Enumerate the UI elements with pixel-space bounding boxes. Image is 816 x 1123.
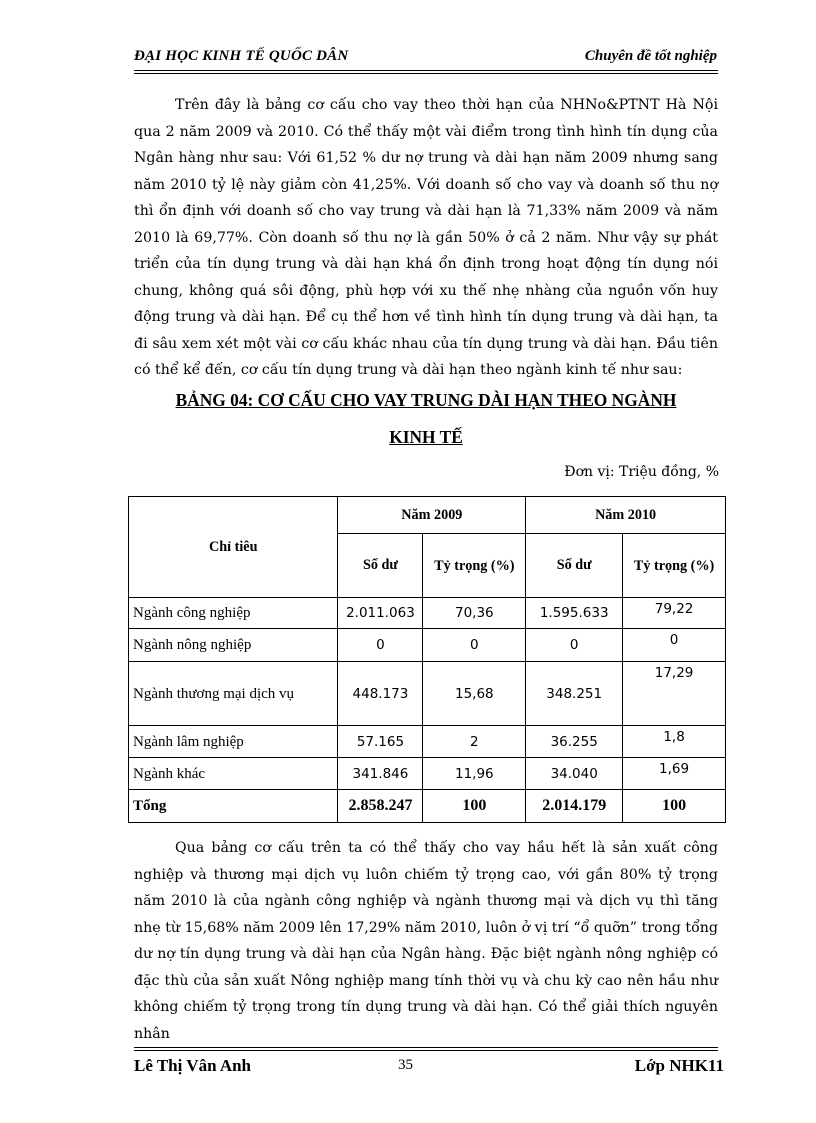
share-2009: 100 <box>423 790 526 823</box>
row-label: Ngành khác <box>129 758 338 790</box>
header-share-2009: Tỷ trọng (%) <box>423 534 526 598</box>
row-label: Ngành lâm nghiệp <box>129 726 338 758</box>
balance-2010: 36.255 <box>526 726 623 758</box>
table-total-row <box>129 790 726 823</box>
header-year-2009: Năm 2009 <box>338 497 526 534</box>
balance-2009: 2.858.247 <box>338 790 423 823</box>
share-2009: 0 <box>423 629 526 662</box>
table-row <box>129 662 726 726</box>
row-label: Tổng <box>129 790 338 823</box>
balance-2009: 0 <box>338 629 423 662</box>
table-row <box>129 598 726 629</box>
table-title-continued: KINH TẾ <box>389 427 463 447</box>
footer-rule-thin <box>134 1047 718 1048</box>
table-row <box>129 726 726 758</box>
balance-2009: 448.173 <box>338 662 423 726</box>
body-paragraph-2: Qua bảng cơ cấu trên ta có thể thấy cho vay hầu hết là sản xuất công nghiệp và thương mại dịch vụ luôn chiếm tỷ trọng cao, với gần 80% tỷ trọng năm 2010 là của ngành công nghiệp và ngành thương mại và dịch vụ thì tăng nhẹ từ 15,68% năm 2009 lên 17,29% năm 2010, luôn ở vị trí “ổ quỡn” trong tổng dư nợ tín dụng trung và dài hạn của Ngân hàng. Đặc biệt ngành nông nghiệp có đặc thù của sản xuất Nông nghiệp mang tính thời vụ và chu kỳ cao nên hầu như không chiếm tỷ trọng trong tín dụng trung và dài hạn. Có thể giải thích nguyên nhân <box>134 840 718 1042</box>
balance-2009: 2.011.063 <box>338 598 423 629</box>
balance-2009: 341.846 <box>338 758 423 790</box>
header-document-type: Chuyên đề tốt nghiệp <box>584 48 717 64</box>
share-2010: 100 <box>623 790 726 823</box>
share-2010: 1,8 <box>623 726 726 758</box>
header-balance-2010: Số dư <box>526 534 623 598</box>
page-number: 35 <box>398 1057 413 1073</box>
row-label: Ngành thương mại dịch vụ <box>129 662 338 726</box>
header-share-2010: Tỷ trọng (%) <box>623 534 726 598</box>
share-2009: 15,68 <box>423 662 526 726</box>
row-label: Ngành công nghiệp <box>129 598 338 629</box>
footer-rule <box>134 1050 718 1051</box>
loan-structure-table <box>128 496 726 823</box>
balance-2010: 1.595.633 <box>526 598 623 629</box>
footer-author: Lê Thị Vân Anh <box>134 1056 252 1075</box>
footer-class: Lớp NHK11 <box>634 1056 724 1075</box>
share-2009: 70,36 <box>423 598 526 629</box>
table-row <box>129 758 726 790</box>
table-unit-note: Đơn vị: Triệu đồng, % <box>564 464 719 480</box>
header-year-2010: Năm 2010 <box>526 497 726 534</box>
row-label: Ngành nông nghiệp <box>129 629 338 662</box>
share-2010: 0 <box>623 629 726 662</box>
share-2010: 17,29 <box>623 662 726 726</box>
share-2009: 2 <box>423 726 526 758</box>
balance-2009: 57.165 <box>338 726 423 758</box>
share-2010: 79,22 <box>623 598 726 629</box>
table-title: BẢNG 04: CƠ CẤU CHO VAY TRUNG DÀI HẠN THEO NGÀNH <box>175 390 677 410</box>
header-university: ĐẠI HỌC KINH TẾ QUỐC DÂN <box>134 48 349 64</box>
header-indicator: Chỉ tiêu <box>129 497 338 598</box>
table-row <box>129 629 726 662</box>
balance-2010: 2.014.179 <box>526 790 623 823</box>
header-rule <box>134 70 718 71</box>
share-2010: 1,69 <box>623 758 726 790</box>
balance-2010: 348.251 <box>526 662 623 726</box>
header-balance-2009: Số dư <box>338 534 423 598</box>
share-2009: 11,96 <box>423 758 526 790</box>
header-rule-thin <box>134 73 718 74</box>
body-paragraph-1: Trên đây là bảng cơ cấu cho vay theo thời hạn của NHNo&PTNT Hà Nội qua 2 năm 2009 và 2010. Có thể thấy một vài điểm trong tình hình tín dụng của Ngân hàng như sau: Với 61,52 % dư nợ trung và dài hạn năm 2009 nhưng sang năm 2010 tỷ lệ này giảm còn 41,25%. Với doanh số cho vay và doanh số thu nợ thì ổn định với doanh số cho vay trung và dài hạn là 71,33% năm 2009 và năm 2010 là 69,77%. Còn doanh số thu nợ là gần 50% ở cả 2 năm. Như vậy sự phát triển của tín dụng trung và dài hạn khá ổn định trong hoạt động tín dụng nói chung, không quá sôi động, phù hợp với xu thế nhẹ nhàng của nguồn vốn huy động trung và dài hạn. Để cụ thể hơn về tình hình tín dụng trung và dài hạn, ta đi sâu xem xét một vài cơ cấu khác nhau của tín dụng trung và dài hạn. Đầu tiên có thể kể đến, cơ cấu tín dụng trung và dài hạn theo ngành kinh tế như sau: <box>134 97 718 378</box>
balance-2010: 0 <box>526 629 623 662</box>
balance-2010: 34.040 <box>526 758 623 790</box>
